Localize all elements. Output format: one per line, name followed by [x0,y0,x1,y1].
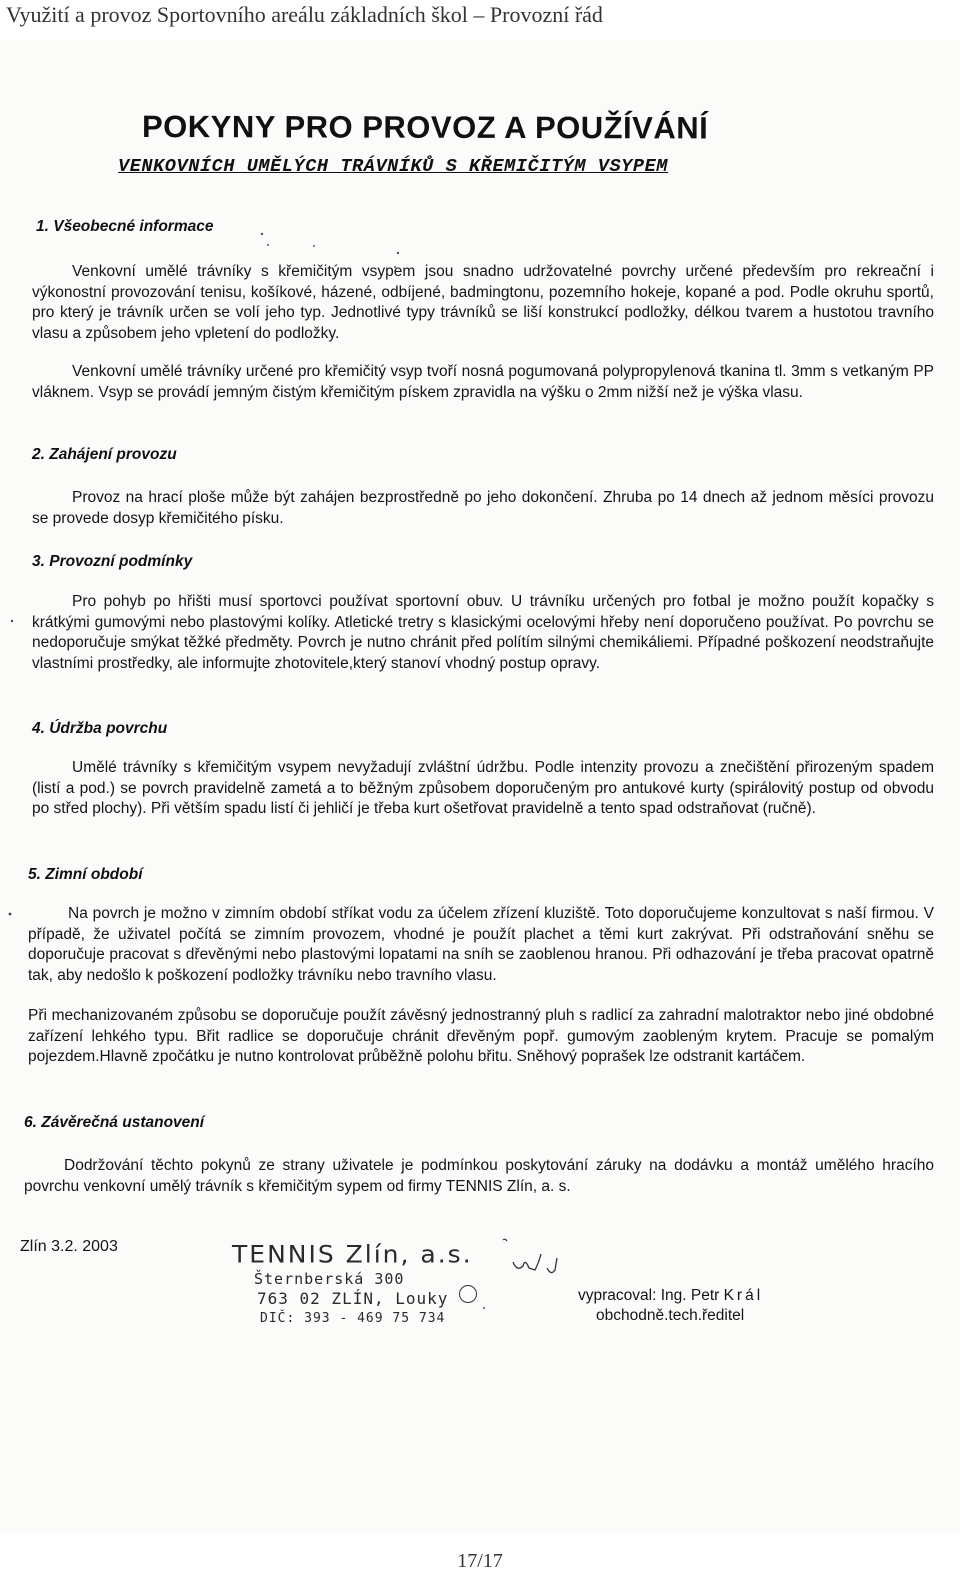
paragraph [24,1156,934,1197]
page-number: 17/17 [457,1550,503,1572]
company-stamp [232,1240,492,1329]
stamp-city: 763 02 ZLÍN, Louky [257,1289,449,1308]
stamp-street: Šternberská 300 [254,1270,405,1288]
stamp-company: TENNIS Zlín, a.s. [232,1240,473,1269]
section-heading: 1. Všeobecné informace [36,218,214,235]
paragraph [32,592,934,674]
section-heading: 5. Zimní období [28,866,143,883]
document-title: POKYNY PRO PROVOZ A POUŽÍVÁNÍ [141,109,709,146]
signatory-block [578,1286,763,1326]
paragraph-text: Umělé trávníky s křemičitým vsypem nevyžadují zvláštní údržbu. Podle intenzity provozu a znečištění přirozeným spadem (listí a pod.) se povrch pravidelně zametá a to běžným způsobem doporučeným pro antukové kurty (spirálovitý postup od obvodu po střed plochy). Při větším spadu listí či jehličí je třeba kurt ošetřovat pravidelně a tento spad odstraňovat (ručně). [32,759,934,817]
handwritten-signature [495,1232,575,1292]
running-header: Využití a provoz Sportovního areálu základních škol – Provozní řád [6,2,603,27]
section-heading: 6. Závěrečná ustanovení [24,1114,205,1131]
stamp-tax-id: DIČ: 393 - 469 75 734 [260,1311,446,1326]
signatory-position: obchodně.tech.ředitel [596,1307,745,1324]
paragraph [28,904,934,986]
section-heading: 4. Údržba povrchu [32,720,168,737]
paragraph [32,362,934,403]
paragraph-text: Venkovní umělé trávníky určené pro křemičitý vsyp tvoří nosná pogumovaná polypropylenová tkanina tl. 3mm s vetkaným PP vláknem. Vsyp se provádí jemným čistým křemičitým pískem zpravidla na výšku o 2mm nižší než je výška vlasu. [32,363,934,401]
paragraph [32,758,934,820]
paragraph [28,1006,934,1068]
paragraph-text: Pro pohyb po hřišti musí sportovci používat sportovní obuv. U trávníku určených pro fotbal je možno použít kopačky s krátkými gumovými nebo plastovými kolíky. Atletické tretry s klasickými ocelovými hřeby není doporučeno používat. Po povrchu se nedoporučuje smýkat těžké předměty. Povrch je nutno chránit před polítím silnými chemikáliemi. Případné poškození neodstraňujte vlastními prostředky, ale informujte zhotovitele,který stanoví vhodný postup opravy. [32,593,934,672]
paragraph [32,262,934,344]
signatory-surname: Král [723,1287,764,1304]
paragraph-text: Venkovní umělé trávníky s křemičitým vsypem jsou snadno udržovatelné povrchy určené především pro rekreační i výkonostní provozování tenisu, košíkové, házené, odbíjené, badmingtonu, pozemního hokeje, kopané a pod. Podle okruhu sportů, pro který je trávník určen se volí jeho typ. Jednotlivé typy trávníků se liší konstrukcí podložky, délkou tvarem a hustotou travního vlasu a způsobem jeho vpletení do podložky. [32,263,934,342]
paragraph-text: Dodržování těchto pokynů ze strany uživatele je podmínkou poskytování záruky na dodávku a montáž umělého hracího povrchu venkovní umělý trávník s křemičitým sypem od firmy TENNIS Zlín, a. s. [24,1157,934,1195]
paragraph-text: Při mechanizovaném způsobu se doporučuje použít závěsný jednostranný pluh s radlicí za zahradní malotraktor nebo jiné obdobné zařízení lehkého typu. Břit radlice se doporučuje chránit dřevěným popř. gumovým zaobleným krytem. Pracuje se pomalým pojezdem.Hlavně zpočátku je nutno kontrolovat průběžně polohu břitu. Sněhový poprašek lze odstranit kartáčem. [28,1007,934,1065]
paragraph-text: Provoz na hrací ploše může být zahájen bezprostředně po jeho dokončení. Zhruba po 14 dnech až jednom měsíci provozu se provede dosyp křemičitého písku. [32,489,934,527]
signatory-prefix: vypracoval: Ing. Petr [578,1287,724,1304]
paragraph [32,488,934,529]
section-heading: 3. Provozní podmínky [32,553,193,570]
place-and-date: Zlín 3.2. 2003 [20,1238,118,1255]
document-subtitle: VENKOVNÍCH UMĚLÝCH TRÁVNÍKŮ S KŘEMIČITÝM VSYPEM [118,156,668,177]
signatory-name-line [578,1286,763,1306]
paragraph-text: Na povrch je možno v zimním období stříkat vodu za účelem zřízení kluziště. Toto doporučujeme konzultovat s naší firmou. V případě, že uživatel počítá se zimním provozem, vhodné je použít plachet a těmi kurt zakrývat. Při odstraňování sněhu se doporučuje pracovat s dřevěnými nebo plastovými lopatami na sníh se zaoblenou hranou. Při odhazování je třeba pracovat opatrně tak, aby nedošlo k poškození podložky trávníku nebo travního vlasu. [28,905,934,984]
stamp-logo-icon [459,1285,477,1303]
section-heading: 2. Zahájení provozu [32,446,177,463]
